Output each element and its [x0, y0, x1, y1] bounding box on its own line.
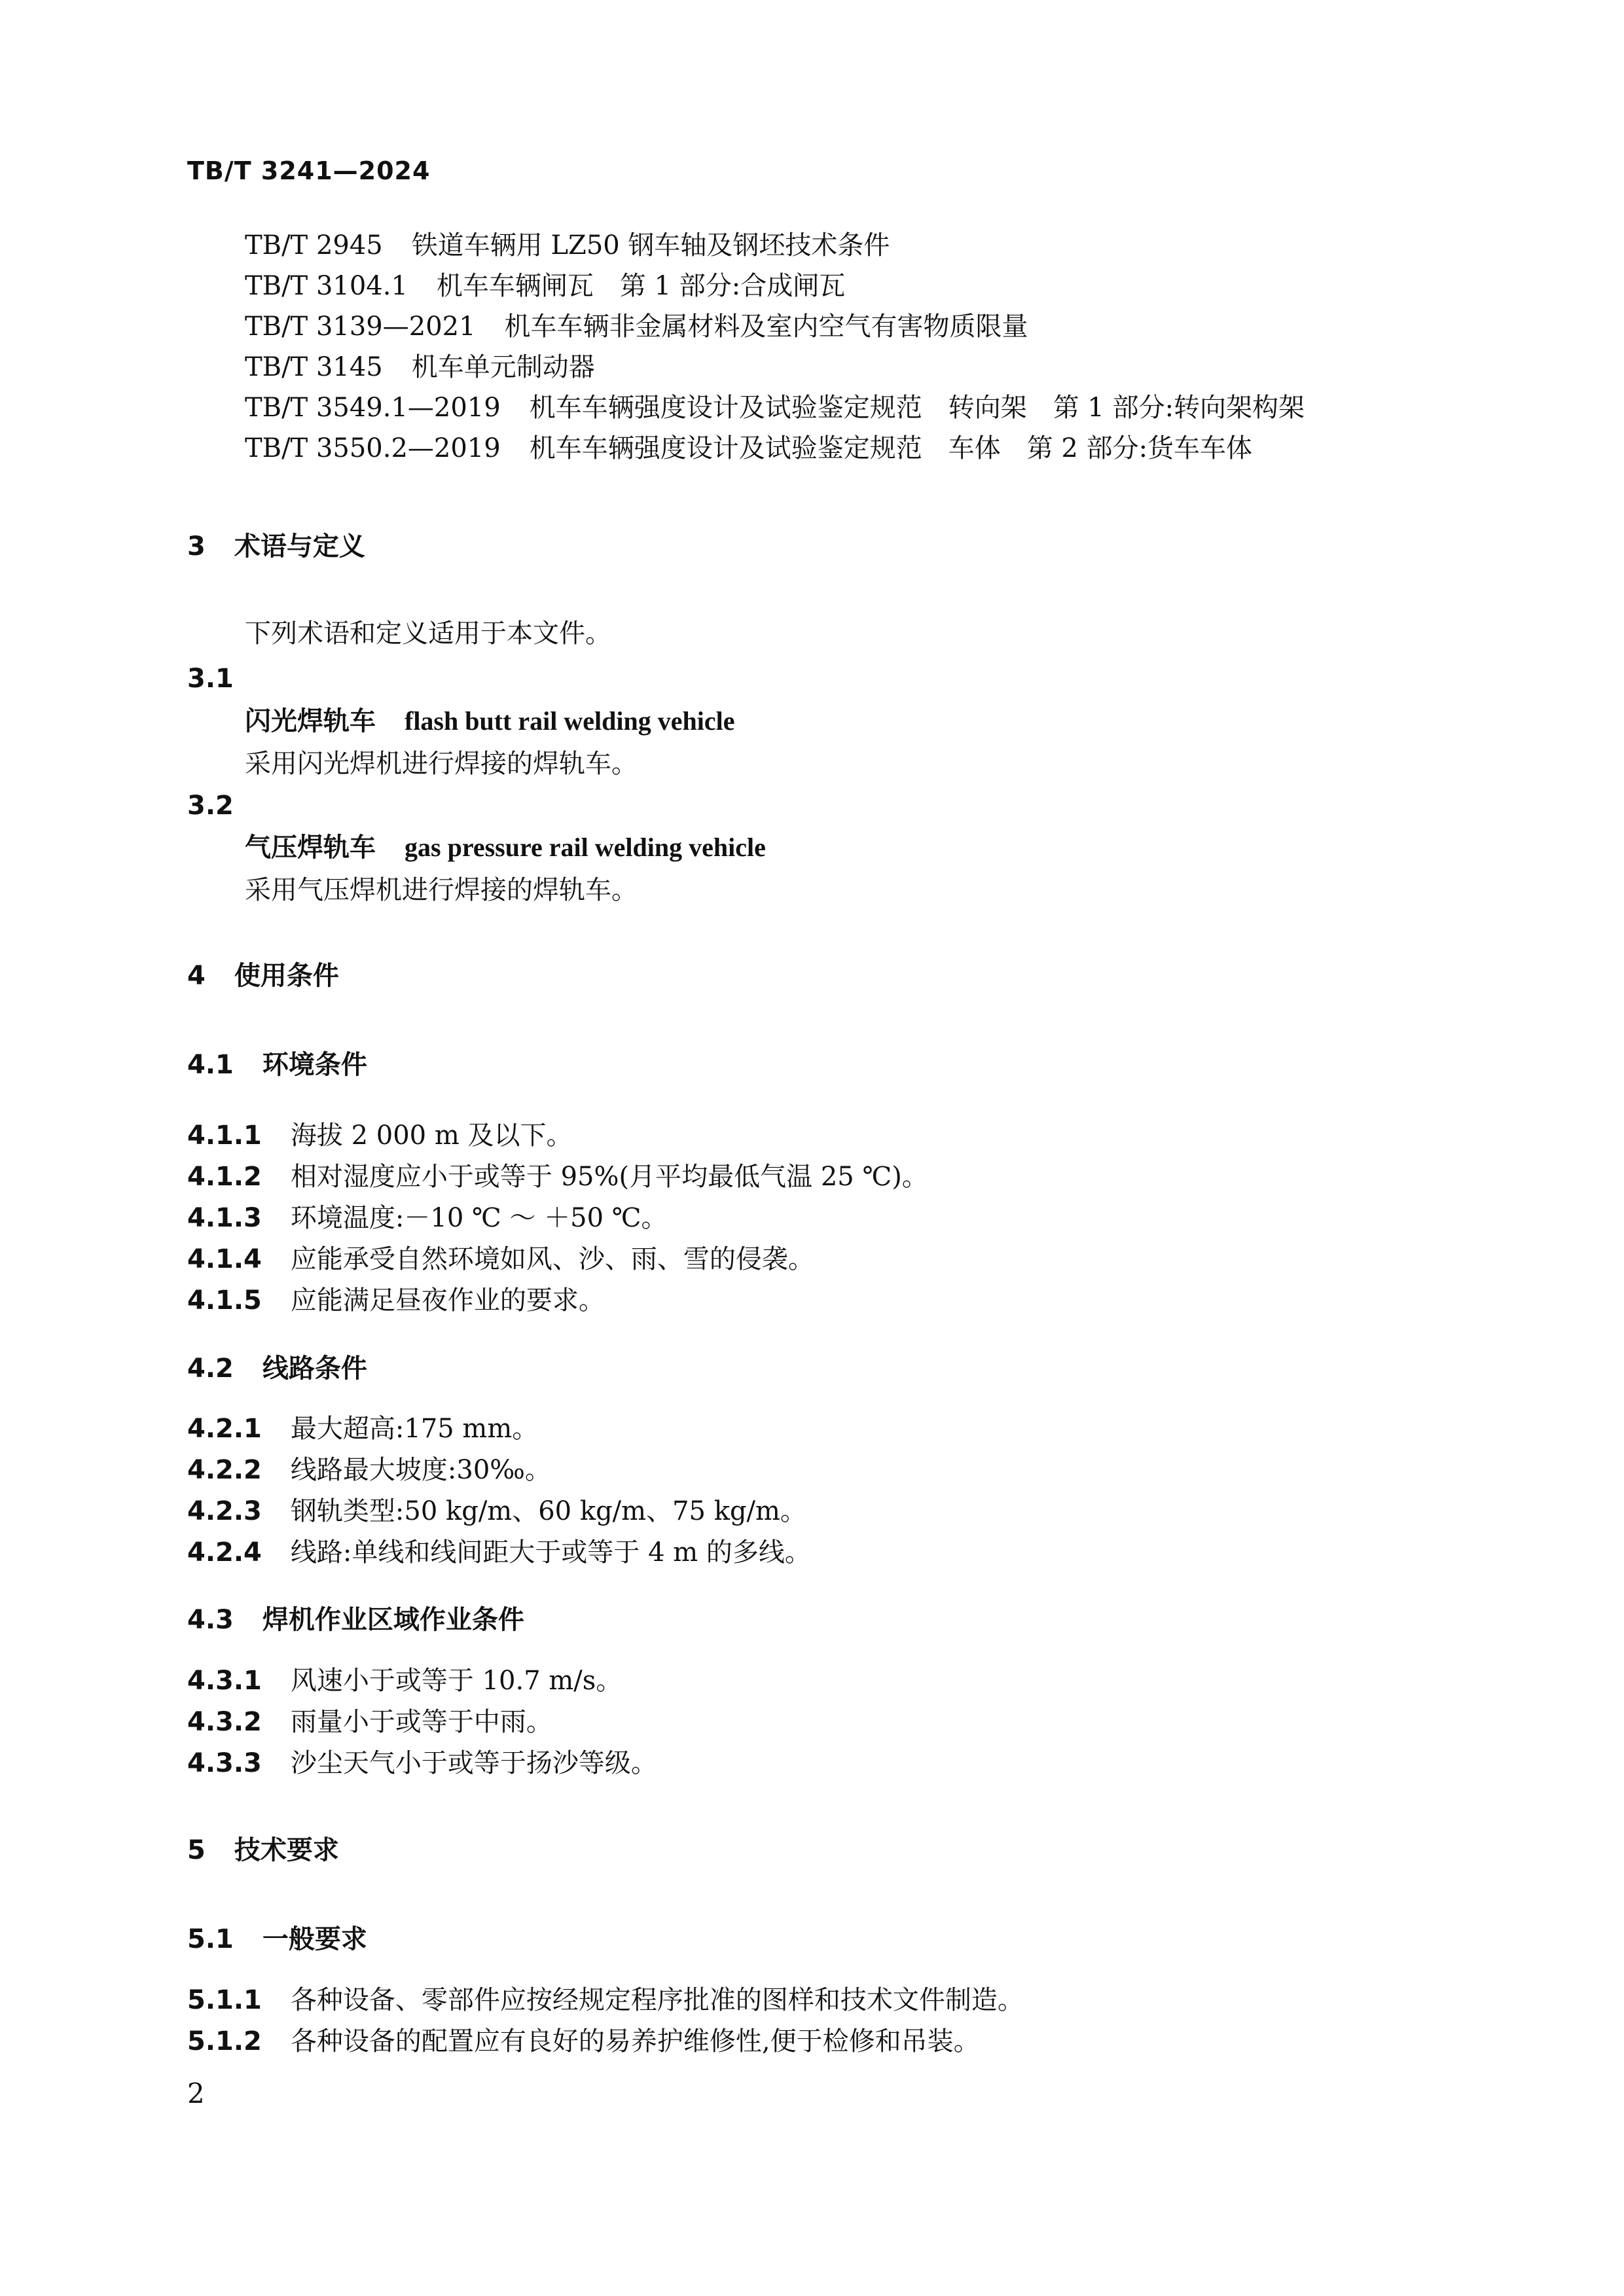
clause-item: [187, 1242, 814, 1277]
reference-code: TB/T 3145: [245, 352, 383, 382]
clause-number: 4.1.2: [187, 1162, 262, 1192]
section-title: 使用条件: [234, 961, 339, 991]
section-title: 术语与定义: [234, 531, 365, 562]
subsection-heading: [187, 1351, 367, 1386]
reference-title: 机车车辆强度设计及试验鉴定规范 车体 第 2 部分:货车车体: [529, 433, 1253, 463]
clause-item: [187, 1118, 572, 1153]
clause-text: 最大超高:175 mm。: [290, 1414, 539, 1444]
clause-text: 线路最大坡度:30‰。: [290, 1455, 551, 1485]
clause-number: 4.2.3: [187, 1496, 262, 1526]
subsection-title: 一般要求: [262, 1924, 367, 1954]
clause-item: [187, 1283, 605, 1318]
clause-number: 4.2.1: [187, 1414, 262, 1444]
subsection-title: 线路条件: [262, 1354, 367, 1384]
reference-title: 机车车辆闸瓦 第 1 部分:合成闸瓦: [436, 271, 846, 301]
clause-item: [187, 1452, 551, 1488]
term-entry: [245, 830, 766, 865]
clause-text: 沙尘天气小于或等于扬沙等级。: [290, 1748, 657, 1778]
reference-item: [245, 350, 595, 385]
clause-number: 4.2.2: [187, 1455, 262, 1485]
clause-item: [187, 1159, 928, 1194]
subsection-heading: [187, 1602, 524, 1638]
clause-number: 4.3.3: [187, 1748, 262, 1778]
term-definition: 采用气压焊机进行焊接的焊轨车。: [245, 875, 638, 905]
clause-number: 4.1.4: [187, 1244, 262, 1274]
reference-code: TB/T 3139—2021: [245, 312, 476, 342]
subsection-title: 环境条件: [262, 1050, 367, 1080]
reference-item: [245, 268, 845, 304]
reference-title: 机车车辆强度设计及试验鉴定规范 转向架 第 1 部分:转向架构架: [529, 393, 1305, 423]
page-number: 2: [187, 2077, 205, 2109]
clause-item: [187, 1494, 806, 1529]
reference-code: TB/T 3104.1: [245, 271, 408, 301]
clause-item: [187, 1746, 657, 1781]
term-english: gas pressure rail welding vehicle: [405, 833, 766, 862]
section-number: 4: [187, 961, 206, 991]
reference-code: TB/T 3549.1—2019: [245, 393, 501, 423]
clause-number: 4.3.2: [187, 1707, 262, 1737]
section-title: 技术要求: [234, 1835, 339, 1865]
reference-title: 机车车辆非金属材料及室内空气有害物质限量: [504, 312, 1028, 342]
reference-item: [245, 228, 890, 263]
subsection-number: 4.3: [187, 1605, 234, 1635]
reference-title: 机车单元制动器: [411, 352, 595, 382]
section-heading-3: [187, 529, 365, 564]
subsection-heading: [187, 1922, 367, 1957]
clause-text: 海拔 2 000 m 及以下。: [290, 1121, 573, 1151]
section-number: 3: [187, 531, 206, 562]
clause-item: [187, 1704, 552, 1740]
section-heading-4: [187, 958, 339, 994]
clause-text: 应能承受自然环境如风、沙、雨、雪的侵袭。: [290, 1244, 814, 1274]
clause-item: [187, 1200, 668, 1236]
subsection-number: 5.1: [187, 1924, 234, 1954]
clause-number: 5.1.1: [187, 1985, 262, 2015]
clause-text: 雨量小于或等于中雨。: [290, 1707, 552, 1737]
clause-item: [187, 2024, 980, 2059]
clause-text: 风速小于或等于 10.7 m/s。: [290, 1666, 623, 1696]
term-definition: 采用闪光焊机进行焊接的焊轨车。: [245, 749, 638, 779]
section-heading-5: [187, 1833, 339, 1868]
clause-text: 各种设备、零部件应按经规定程序批准的图样和技术文件制造。: [290, 1985, 1024, 2015]
term-english: flash butt rail welding vehicle: [405, 706, 735, 736]
subsection-number: 4.2: [187, 1354, 234, 1384]
clause-text: 应能满足昼夜作业的要求。: [290, 1285, 605, 1316]
clause-text: 钢轨类型:50 kg/m、60 kg/m、75 kg/m。: [290, 1496, 806, 1526]
reference-item: [245, 309, 1028, 344]
section-intro: 下列术语和定义适用于本文件。: [245, 619, 611, 649]
term-entry: [245, 704, 734, 739]
reference-title: 铁道车辆用 LZ50 钢车轴及钢坯技术条件: [411, 230, 890, 260]
reference-item: [245, 431, 1252, 466]
section-number: 5: [187, 1835, 206, 1865]
reference-code: TB/T 2945: [245, 230, 383, 260]
clause-item: [187, 1663, 622, 1698]
clause-number: 5.1.2: [187, 2026, 262, 2056]
subsection-number: 4.1: [187, 1050, 234, 1080]
clause-number: 4.1.3: [187, 1203, 262, 1233]
term-chinese: 气压焊轨车: [245, 833, 376, 863]
clause-text: 环境温度:－10 ℃ ～ ＋50 ℃。: [290, 1203, 668, 1233]
clause-item: [187, 1411, 538, 1446]
clause-text: 线路:单线和线间距大于或等于 4 m 的多线。: [290, 1537, 811, 1568]
reference-code: TB/T 3550.2—2019: [245, 433, 501, 463]
subsection-heading: [187, 1047, 367, 1083]
subsection-title: 焊机作业区域作业条件: [262, 1605, 524, 1635]
clause-item: [187, 1535, 811, 1570]
reference-item: [245, 390, 1305, 425]
standard-header: TB/T 3241—2024: [187, 156, 431, 185]
term-chinese: 闪光焊轨车: [245, 706, 376, 736]
term-number: 3.1: [187, 664, 234, 694]
clause-number: 4.1.5: [187, 1285, 262, 1316]
clause-text: 相对湿度应小于或等于 95%(月平均最低气温 25 ℃)。: [290, 1162, 928, 1192]
term-number: 3.2: [187, 791, 234, 821]
clause-number: 4.2.4: [187, 1537, 262, 1568]
clause-number: 4.3.1: [187, 1666, 262, 1696]
clause-text: 各种设备的配置应有良好的易养护维修性,便于检修和吊装。: [290, 2026, 980, 2056]
clause-number: 4.1.1: [187, 1121, 262, 1151]
clause-item: [187, 1982, 1024, 2018]
